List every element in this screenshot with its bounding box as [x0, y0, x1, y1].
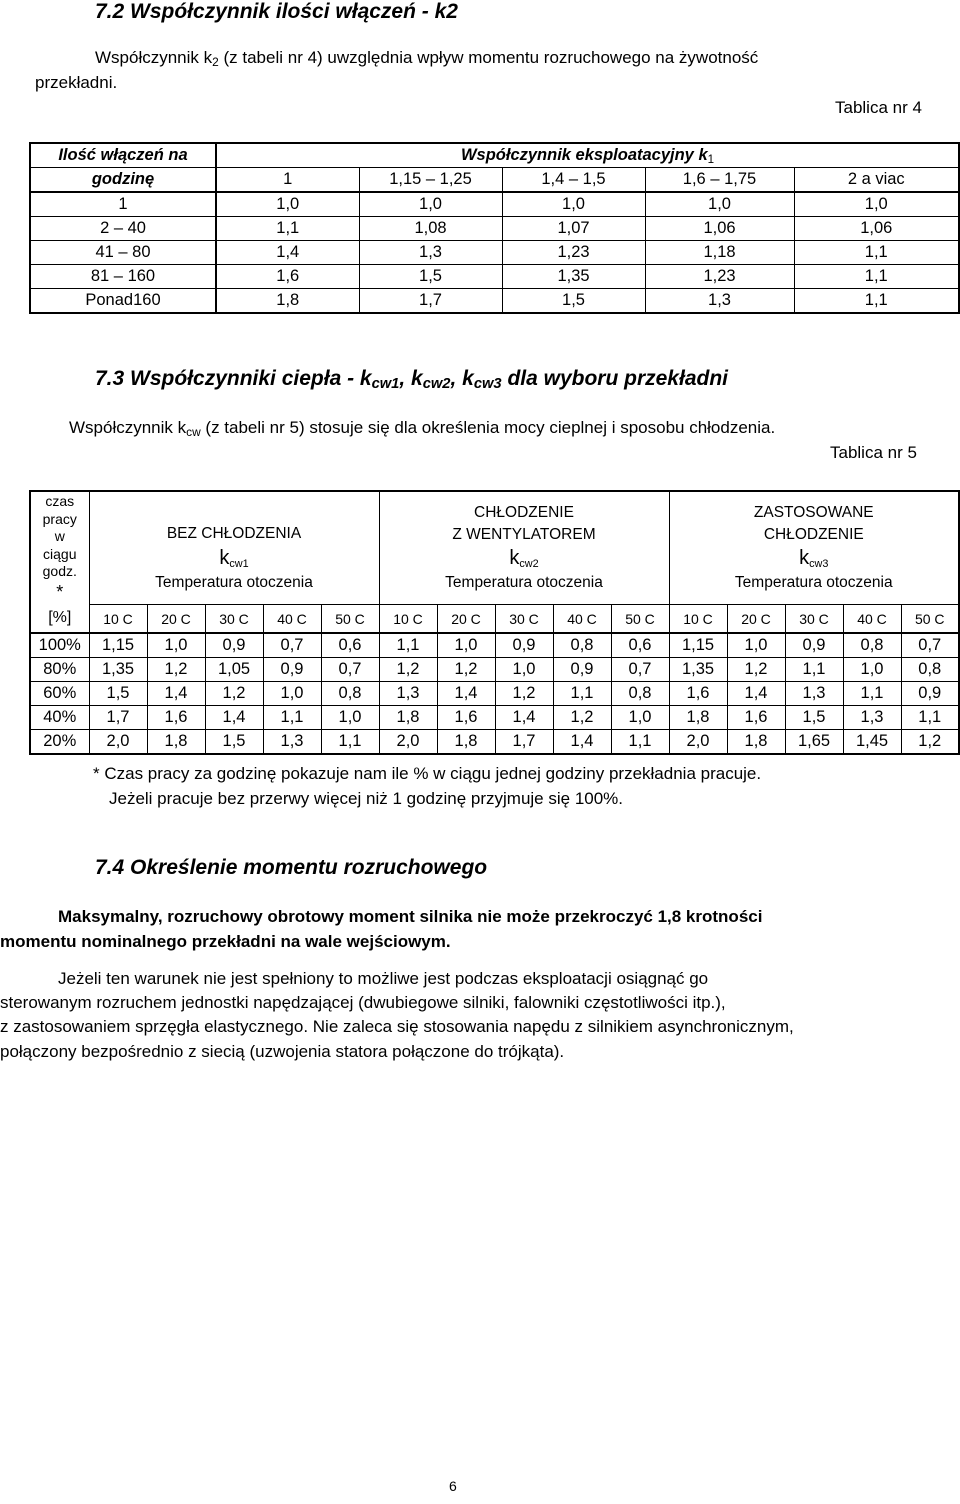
table-5-cell: 1,0: [727, 633, 785, 658]
table-4-cell: 1,1: [794, 265, 959, 289]
table-row: [30, 217, 959, 241]
table-5-cell: 1,8: [669, 706, 727, 730]
table-5-cell: 1,5: [785, 706, 843, 730]
table-4-cell: 1,08: [359, 217, 502, 241]
table-5-caption: Tablica nr 5: [830, 443, 917, 462]
table-5-cell: 1,8: [379, 706, 437, 730]
table-5-cell: 1,15: [89, 633, 147, 658]
table-5-cell: 1,2: [379, 658, 437, 682]
table-5-cell: 2,0: [669, 730, 727, 755]
table-5-unit-label: [%]: [30, 605, 89, 634]
group-coefficient: $k_{cw2}$: [509, 546, 539, 570]
table-5-cell: 1,3: [843, 706, 901, 730]
table-5-temperature-header: 40 C: [263, 605, 321, 634]
table-5-cell: 1,6: [437, 706, 495, 730]
table-4-column-header: 1,15 – 1,25: [359, 168, 502, 193]
row-header-line: pracy: [42, 510, 77, 527]
group-line-2: Z WENTYLATOREM: [452, 525, 596, 543]
table-5-cell: 1,8: [437, 730, 495, 755]
table-5-row-label: 80%: [30, 658, 89, 682]
table-5-cell: 1,0: [611, 706, 669, 730]
table-5-temperature-header: 30 C: [785, 605, 843, 634]
footnote-line-1: * Czas pracy za godzinę pokazuje nam ile % w ciągu jednej godziny przekładnia pracuje.: [93, 764, 762, 783]
table-5-cell: 2,0: [379, 730, 437, 755]
table-5-cell: 0,9: [205, 633, 263, 658]
table-5-cell: 1,2: [553, 706, 611, 730]
table-4-cell: 1,07: [502, 217, 645, 241]
table-5-cell: 0,6: [321, 633, 379, 658]
paragraph-line-1: Jeżeli ten warunek nie jest spełniony to możliwe jest podczas eksploatacji osiągnąć go: [58, 969, 709, 988]
table-4-cell: 1,5: [359, 265, 502, 289]
table-row: [30, 192, 959, 217]
paragraph-line-2: sterowanym rozruchem jednostki napędzającej (dwubiegowe silniki, falowniki częstotliwości itp.),: [0, 993, 726, 1012]
group-line-1: ZASTOSOWANE: [753, 504, 874, 522]
table-4-cell: 1,7: [359, 289, 502, 314]
table-4-cell: 1,35: [502, 265, 645, 289]
table-4-cell: 1,3: [645, 289, 794, 314]
table-5-cell: 1,4: [495, 706, 553, 730]
table-5-cell: 1,5: [89, 682, 147, 706]
group-temperature-label: Temperatura otoczenia: [445, 574, 603, 592]
table-5-cell: 1,2: [147, 658, 205, 682]
table-5-cell: 0,9: [901, 682, 959, 706]
footnote-line-2: Jeżeli pracuje bez przerwy więcej niż 1 godzinę przyjmuje się 100%.: [109, 789, 624, 808]
table-5-cell: 1,4: [553, 730, 611, 755]
table-5-row-label: 20%: [30, 730, 89, 755]
table-5-temperature-header: 30 C: [205, 605, 263, 634]
table-5: [29, 490, 960, 755]
table-4-cell: 1,1: [794, 289, 959, 314]
table-5-cell: 1,4: [205, 706, 263, 730]
table-4-cell: 1,4: [216, 241, 359, 265]
section-7-2-paragraph: [95, 48, 758, 68]
table-5-temperature-header: 20 C: [727, 605, 785, 634]
table-5-cell: 2,0: [89, 730, 147, 755]
table-4-cell: 1,0: [794, 192, 959, 217]
table-4-cell: 1,8: [216, 289, 359, 314]
table-5-cell: 1,2: [901, 730, 959, 755]
table-row: [30, 633, 959, 658]
group-line-1: [90, 502, 379, 523]
table-5-temperature-header: 40 C: [553, 605, 611, 634]
table-5-cell: 1,3: [785, 682, 843, 706]
table-4-caption: Tablica nr 4: [835, 98, 922, 117]
group-coefficient: $k_{cw3}$: [799, 546, 829, 570]
table-5-row-label: 60%: [30, 682, 89, 706]
table-row: [30, 730, 959, 755]
table-5-temperature-header: 20 C: [437, 605, 495, 634]
table-5-group-header: [669, 491, 959, 605]
table-5-cell: 1,1: [611, 730, 669, 755]
table-5-cell: 0,8: [611, 682, 669, 706]
table-4-cell: 1,06: [794, 217, 959, 241]
table-5-cell: 0,8: [321, 682, 379, 706]
table-4-row-label: Ponad160: [30, 289, 216, 314]
table-5-cell: 0,9: [263, 658, 321, 682]
table-5-cell: 0,8: [553, 633, 611, 658]
table-5-cell: 1,0: [495, 658, 553, 682]
table-5-cell: 1,7: [89, 706, 147, 730]
table-5-cell: 1,1: [901, 706, 959, 730]
para-sub: 2: [212, 55, 219, 69]
group-coefficient: $k_{cw1}$: [219, 546, 249, 570]
group-temperature-label: Temperatura otoczenia: [734, 574, 893, 592]
table-row: [30, 265, 959, 289]
row-header-line: w: [54, 528, 65, 545]
table-5-temperature-header: 50 C: [901, 605, 959, 634]
table-5-cell: 1,6: [669, 682, 727, 706]
table-5-temperature-header: 40 C: [843, 605, 901, 634]
table-5-temperature-header: 20 C: [147, 605, 205, 634]
table-5-cell: 1,6: [147, 706, 205, 730]
table-5-cell: 1,7: [495, 730, 553, 755]
table-5-cell: 1,1: [785, 658, 843, 682]
table-5-row-header: [30, 491, 89, 605]
bold-paragraph-line-2: momentu nominalnego przekładni na wale wejściowym.: [0, 932, 451, 951]
table-5-temperature-header: 30 C: [495, 605, 553, 634]
table-5-cell: 1,3: [263, 730, 321, 755]
table-5-temperature-header: 10 C: [89, 605, 147, 634]
table-5-cell: 1,2: [437, 658, 495, 682]
table-4-cell: 1,0: [359, 192, 502, 217]
row-header-line: ciągu: [43, 545, 77, 562]
page-number: 6: [449, 1478, 457, 1494]
bold-paragraph-line-1: Maksymalny, rozruchowy obrotowy moment silnika nie może przekroczyć 1,8 krotności: [58, 907, 763, 926]
table-5-cell: 1,65: [785, 730, 843, 755]
table-5-row-label: 100%: [30, 633, 89, 658]
table-5-cell: 1,2: [727, 658, 785, 682]
table-4-column-header: 1: [216, 168, 359, 193]
table-row: [30, 658, 959, 682]
section-heading-7-3: 7.3 Współczynniki ciepła - $k_{cw1}$, $k_{cw2}$, $k_{cw3}$ dla wyboru przekładni: [95, 367, 728, 392]
table-5-cell: 1,3: [379, 682, 437, 706]
table-4-cell: 1,6: [216, 265, 359, 289]
table-4-row-header: Ilość włączeń na: [30, 143, 216, 168]
table-4-group-header: Współczynnik eksploatacyjny $k_1$: [216, 143, 959, 168]
table-5-cell: 1,35: [669, 658, 727, 682]
table-5-cell: 1,15: [669, 633, 727, 658]
table-5-cell: 1,1: [263, 706, 321, 730]
table-4: [29, 142, 960, 314]
table-4-row-label: 81 – 160: [30, 265, 216, 289]
table-row: [30, 289, 959, 314]
para-text: (z tabeli nr 4) uwzględnia wpływ momentu rozruchowego na żywotność: [218, 48, 759, 67]
table-5-cell: 0,9: [785, 633, 843, 658]
table-5-cell: 1,0: [437, 633, 495, 658]
table-5-cell: 1,8: [147, 730, 205, 755]
section-7-3-paragraph: Współczynnik $k_{cw}$ (z tabeli nr 5) stosuje się dla określenia mocy cieplnej i sposobu chłodzenia.: [69, 418, 776, 439]
para-text: Współczynnik k: [95, 48, 213, 67]
table-5-cell: 1,05: [205, 658, 263, 682]
table-5-cell: 1,35: [89, 658, 147, 682]
group-line-1: CHŁODZENIE: [474, 504, 574, 522]
table-5-cell: 1,0: [263, 682, 321, 706]
table-4-row-label: 1: [30, 192, 216, 217]
table-4-row-header-2: godzinę: [30, 168, 216, 193]
table-5-cell: 1,4: [727, 682, 785, 706]
table-4-cell: 1,23: [645, 265, 794, 289]
section-heading-7-2: 7.2 Współczynnik ilości włączeń - k2: [95, 0, 458, 23]
table-5-cell: 1,0: [147, 633, 205, 658]
table-5-cell: 1,6: [727, 706, 785, 730]
table-4-cell: 1,1: [216, 217, 359, 241]
table-5-cell: 0,9: [495, 633, 553, 658]
table-5-cell: 0,7: [901, 633, 959, 658]
table-5-row-label: 40%: [30, 706, 89, 730]
table-5-cell: 1,8: [727, 730, 785, 755]
table-5-cell: 1,1: [553, 682, 611, 706]
table-4-cell: 1,1: [794, 241, 959, 265]
table-row: [30, 682, 959, 706]
table-4-cell: 1,23: [502, 241, 645, 265]
table-4-cell: 1,06: [645, 217, 794, 241]
table-5-cell: 1,45: [843, 730, 901, 755]
table-4-cell: 1,3: [359, 241, 502, 265]
table-5-cell: 1,2: [205, 682, 263, 706]
paragraph-line-3: z zastosowaniem sprzęgła elastycznego. Nie zaleca się stosowania napędu z silnikiem asynchronicznym,: [0, 1017, 794, 1036]
table-4-cell: 1,0: [502, 192, 645, 217]
table-5-cell: 1,0: [843, 658, 901, 682]
row-header-line: godz.: [42, 563, 77, 580]
table-5-cell: 0,8: [901, 658, 959, 682]
table-5-cell: 1,1: [843, 682, 901, 706]
table-5-cell: 0,9: [553, 658, 611, 682]
table-4-cell: 1,5: [502, 289, 645, 314]
table-5-group-header: [89, 491, 379, 605]
table-5-temperature-header: 10 C: [669, 605, 727, 634]
table-5-group-header: [379, 491, 669, 605]
row-header-line: czas: [45, 493, 75, 510]
table-row: [30, 706, 959, 730]
table-5-cell: 1,4: [147, 682, 205, 706]
table-4-column-header: 2 a viac: [794, 168, 959, 193]
table-5-cell: 1,5: [205, 730, 263, 755]
table-row: [30, 241, 959, 265]
table-5-cell: 0,7: [263, 633, 321, 658]
table-4-cell: 1,18: [645, 241, 794, 265]
table-5-cell: 1,4: [437, 682, 495, 706]
table-5-cell: 0,8: [843, 633, 901, 658]
section-7-2-paragraph-line2: przekładni.: [35, 73, 118, 92]
table-5-cell: 0,7: [321, 658, 379, 682]
table-4-column-header: 1,4 – 1,5: [502, 168, 645, 193]
table-5-temperature-header: 50 C: [321, 605, 379, 634]
table-4-column-header: 1,6 – 1,75: [645, 168, 794, 193]
table-5-cell: 0,6: [611, 633, 669, 658]
table-5-cell: 1,0: [321, 706, 379, 730]
table-4-cell: 1,0: [216, 192, 359, 217]
table-4-row-label: 2 – 40: [30, 217, 216, 241]
group-temperature-label: Temperatura otoczenia: [155, 574, 313, 592]
table-4-row-label: 41 – 80: [30, 241, 216, 265]
table-4-cell: 1,0: [645, 192, 794, 217]
table-5-cell: 0,7: [611, 658, 669, 682]
table-5-temperature-header: 10 C: [379, 605, 437, 634]
row-header-line: *: [56, 581, 64, 602]
section-heading-7-4: 7.4 Określenie momentu rozruchowego: [95, 856, 488, 879]
group-line-2: CHŁODZENIE: [763, 525, 864, 543]
paragraph-line-4: połączony bezpośrednio z siecią (uzwojenia statora połączone do trójkąta).: [0, 1042, 565, 1061]
table-5-cell: 1,1: [379, 633, 437, 658]
group-line-2: BEZ CHŁODZENIA: [166, 525, 302, 543]
table-5-cell: 1,1: [321, 730, 379, 755]
table-5-temperature-header: 50 C: [611, 605, 669, 634]
table-5-cell: 1,2: [495, 682, 553, 706]
